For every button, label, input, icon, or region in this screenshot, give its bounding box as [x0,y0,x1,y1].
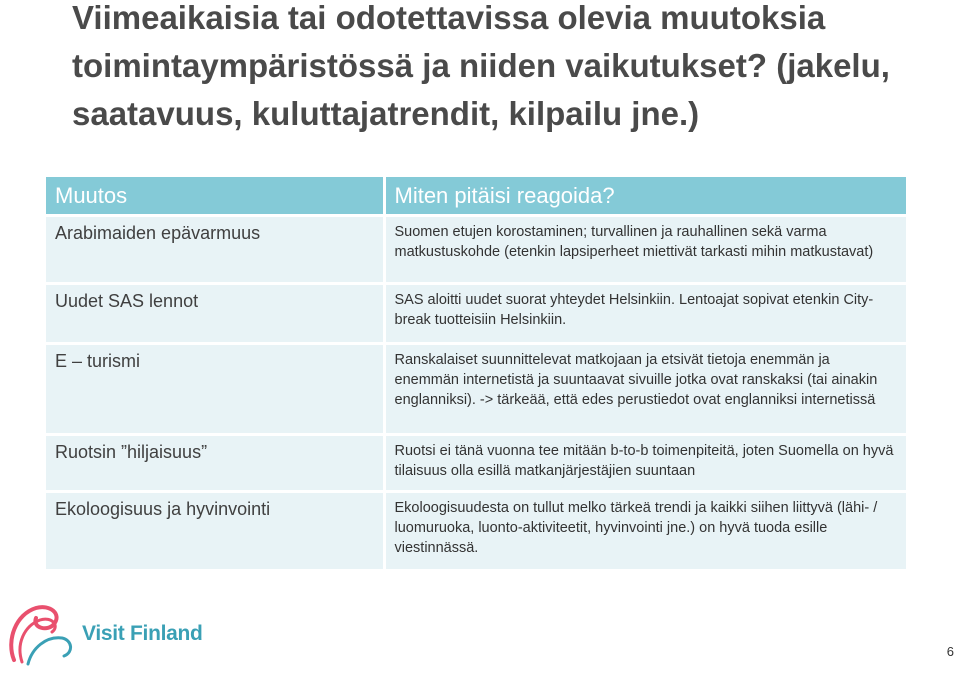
visit-finland-logo [2,600,202,669]
table-row [46,492,906,569]
logo-text: Visit Finland [82,622,203,645]
change-cell: Uudet SAS lennot [46,284,384,344]
reaction-cell: Suomen etujen korostaminen; turvallinen ja rauhallinen sekä varma matkustuskohde (etenkin lapsiperheet miettivät tarkasti mihin matkustavat) [384,216,906,284]
change-cell: Arabimaiden epävarmuus [46,216,384,284]
table-row [46,435,906,492]
page-number: 6 [946,644,954,659]
reaction-cell: Ranskalaiset suunnittelevat matkojaan ja etsivät tietoja enemmän ja enemmän internetistä ja suuntaavat sivuille jotka ovat ranskaksi (tai ainakin englanniksi). -> tärkeää, että edes perustiedot ovat englanniksi internetissä [384,344,906,435]
table-row [46,284,906,344]
table-row [46,216,906,284]
table-header-row [46,177,906,216]
header-change: Muutos [46,177,384,216]
header-reaction: Miten pitäisi reagoida? [384,177,906,216]
reaction-cell: Ekoloogisuudesta on tullut melko tärkeä trendi ja kaikki siihen liittyvä (lähi- / luomuruoka, luonto-aktiviteetit, hyvinvointi jne.) on hyvä tuoda esille viestinnässä. [384,492,906,569]
reaction-cell: Ruotsi ei tänä vuonna tee mitään b-to-b toimenpiteitä, joten Suomella on hyvä tilaisuus olla esillä matkanjärjestäjien suuntaan [384,435,906,492]
title-line: saatavuus, kuluttajatrendit, kilpailu jne.) [72,95,700,132]
reaction-cell: SAS aloitti uudet suorat yhteydet Helsinkiin. Lentoajat sopivat etenkin City-break tuotteisiin Helsinkiin. [384,284,906,344]
change-cell: Ekoloogisuus ja hyvinvointi [46,492,384,569]
change-cell: E – turismi [46,344,384,435]
table-row [46,344,906,435]
slide-title [72,0,932,138]
title-line: Viimeaikaisia tai odotettavissa olevia muutoksia [72,0,826,36]
title-line: toimintaympäristössä ja niiden vaikutukset? (jakelu, [72,47,890,84]
change-reaction-table [46,177,906,569]
change-cell: Ruotsin ”hiljaisuus” [46,435,384,492]
logo-swirl-icon [2,600,82,669]
